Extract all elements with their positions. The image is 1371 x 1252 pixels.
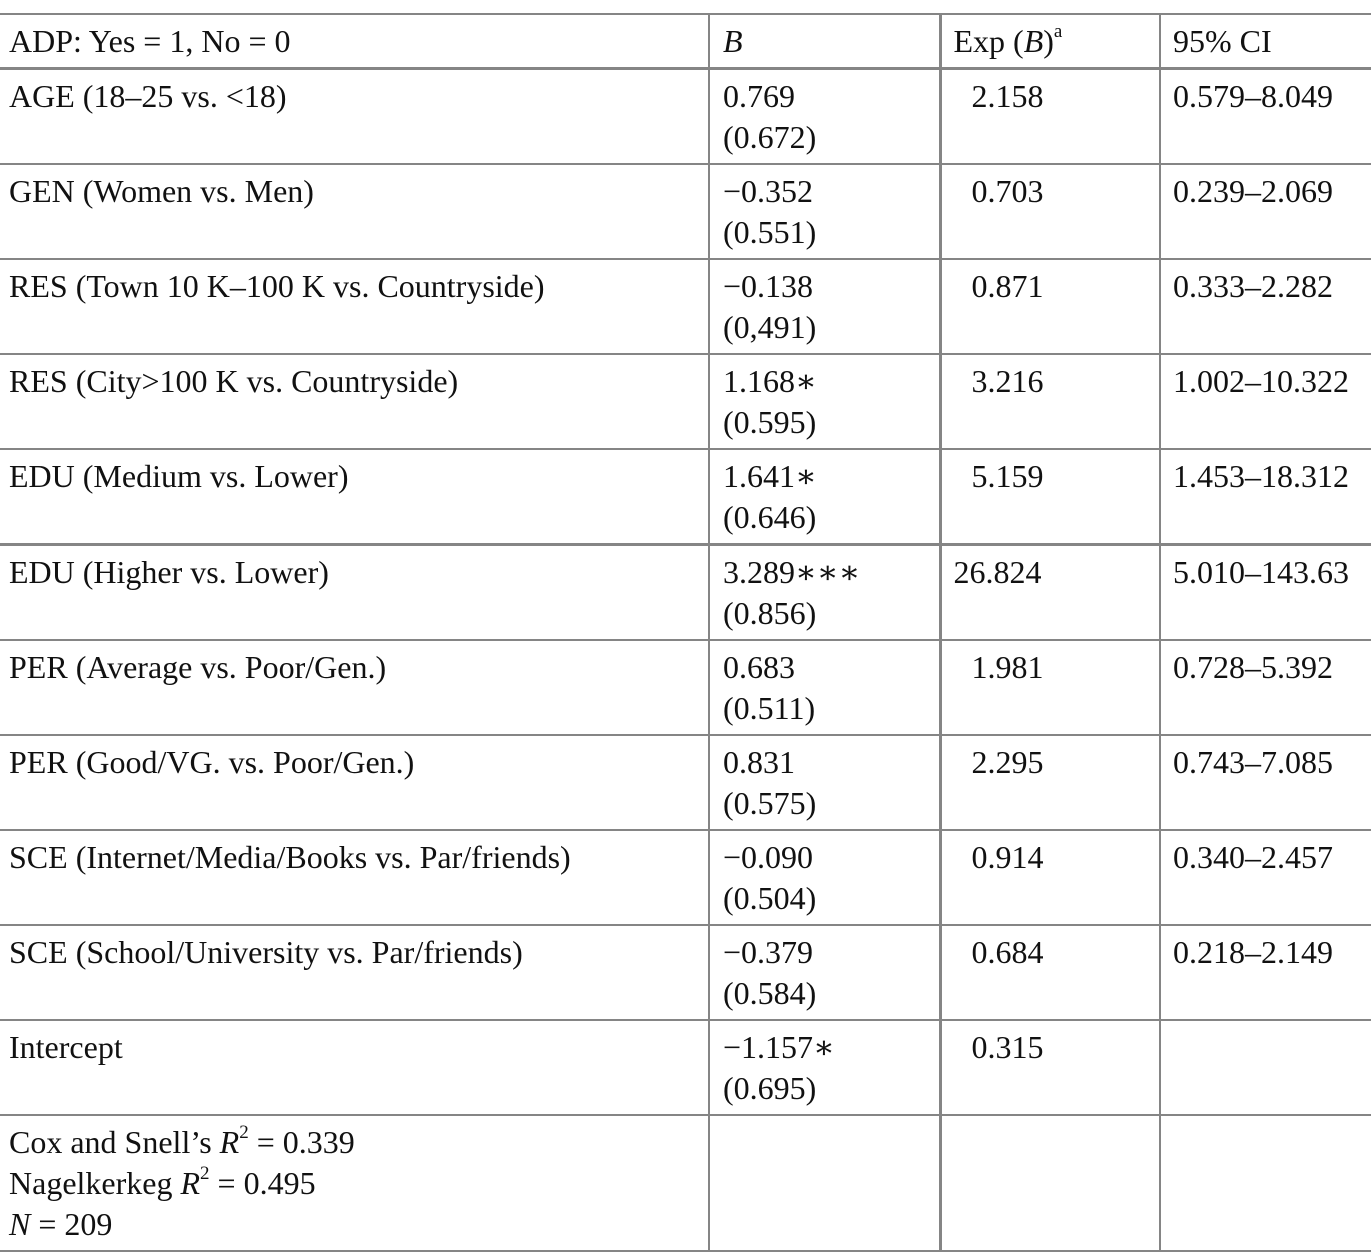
ci-cell bbox=[1160, 1020, 1371, 1115]
row-label: SCE (Internet/Media/Books vs. Par/friends) bbox=[0, 830, 709, 925]
table-row bbox=[0, 545, 1371, 641]
expb-cell: 0.684 bbox=[940, 925, 1160, 1020]
footnote-marker: a bbox=[1053, 21, 1063, 43]
empty-cell bbox=[709, 1115, 940, 1251]
expb-cell: 26.824 bbox=[940, 545, 1160, 641]
coef-cell: 1.168∗ (0.595) bbox=[709, 354, 940, 449]
coef-cell: −0.138 (0,491) bbox=[709, 259, 940, 354]
expb-cell: 2.158 bbox=[940, 69, 1160, 165]
row-label: EDU (Higher vs. Lower) bbox=[0, 545, 709, 641]
row-label: EDU (Medium vs. Lower) bbox=[0, 449, 709, 545]
coef-cell: 3.289∗∗∗ (0.856) bbox=[709, 545, 940, 641]
header-expb: Exp $(B)^a$ bbox=[940, 14, 1160, 69]
coef-cell: 1.641∗ (0.646) bbox=[709, 449, 940, 545]
coef-cell: −1.157∗ (0.695) bbox=[709, 1020, 940, 1115]
table-row bbox=[0, 259, 1371, 354]
ci-cell: 0.218–2.149 bbox=[1160, 925, 1371, 1020]
table-row bbox=[0, 640, 1371, 735]
table-row bbox=[0, 449, 1371, 545]
ci-cell: 0.239–2.069 bbox=[1160, 164, 1371, 259]
table-row bbox=[0, 1020, 1371, 1115]
ci-cell: 0.728–5.392 bbox=[1160, 640, 1371, 735]
row-label: Intercept bbox=[0, 1020, 709, 1115]
ci-cell: 0.340–2.457 bbox=[1160, 830, 1371, 925]
row-label: RES (Town 10 K–100 K vs. Countryside) bbox=[0, 259, 709, 354]
row-label: PER (Good/VG. vs. Poor/Gen.) bbox=[0, 735, 709, 830]
header-dependent: ADP: Yes = 1, No = 0 bbox=[0, 14, 709, 69]
expb-cell: 5.159 bbox=[940, 449, 1160, 545]
model-fit-row bbox=[0, 1115, 1371, 1251]
row-label: AGE (18–25 vs. <18) bbox=[0, 69, 709, 165]
expb-cell: 2.295 bbox=[940, 735, 1160, 830]
expb-cell: 0.914 bbox=[940, 830, 1160, 925]
coef-cell: 0.683 (0.511) bbox=[709, 640, 940, 735]
row-label: PER (Average vs. Poor/Gen.) bbox=[0, 640, 709, 735]
coef-cell: −0.090 (0.504) bbox=[709, 830, 940, 925]
cox-snell-r2: Cox and Snell’s $R^2 = 0.339$ bbox=[9, 1122, 355, 1160]
empty-cell bbox=[1160, 1115, 1371, 1251]
coef-cell: 0.831 (0.575) bbox=[709, 735, 940, 830]
model-fit-stats bbox=[0, 1115, 709, 1251]
expb-cell: 0.703 bbox=[940, 164, 1160, 259]
table-row bbox=[0, 354, 1371, 449]
regression-table bbox=[0, 13, 1371, 1252]
table-row bbox=[0, 69, 1371, 165]
coef-cell: −0.352 (0.551) bbox=[709, 164, 940, 259]
row-label: GEN (Women vs. Men) bbox=[0, 164, 709, 259]
expb-cell: 0.315 bbox=[940, 1020, 1160, 1115]
ci-cell: 5.010–143.63 bbox=[1160, 545, 1371, 641]
table-row bbox=[0, 830, 1371, 925]
header-ci: 95% CI bbox=[1160, 14, 1371, 69]
header-row bbox=[0, 14, 1371, 69]
ci-cell: 0.333–2.282 bbox=[1160, 259, 1371, 354]
ci-cell: 1.453–18.312 bbox=[1160, 449, 1371, 545]
nagelkerke-r2: Nagelkerkeg $R^2 = 0.495$ bbox=[9, 1163, 316, 1201]
sample-size: N = 209 bbox=[9, 1206, 113, 1242]
row-label: RES (City>100 K vs. Countryside) bbox=[0, 354, 709, 449]
table-row bbox=[0, 164, 1371, 259]
ci-cell: 0.579–8.049 bbox=[1160, 69, 1371, 165]
empty-cell bbox=[940, 1115, 1160, 1251]
coef-cell: 0.769 (0.672) bbox=[709, 69, 940, 165]
expb-cell: 1.981 bbox=[940, 640, 1160, 735]
table-row bbox=[0, 735, 1371, 830]
ci-cell: 1.002–10.322 bbox=[1160, 354, 1371, 449]
table-row bbox=[0, 925, 1371, 1020]
expb-cell: 3.216 bbox=[940, 354, 1160, 449]
expb-cell: 0.871 bbox=[940, 259, 1160, 354]
row-label: SCE (School/University vs. Par/friends) bbox=[0, 925, 709, 1020]
coef-cell: −0.379 (0.584) bbox=[709, 925, 940, 1020]
ci-cell: 0.743–7.085 bbox=[1160, 735, 1371, 830]
header-b: B bbox=[709, 14, 940, 69]
